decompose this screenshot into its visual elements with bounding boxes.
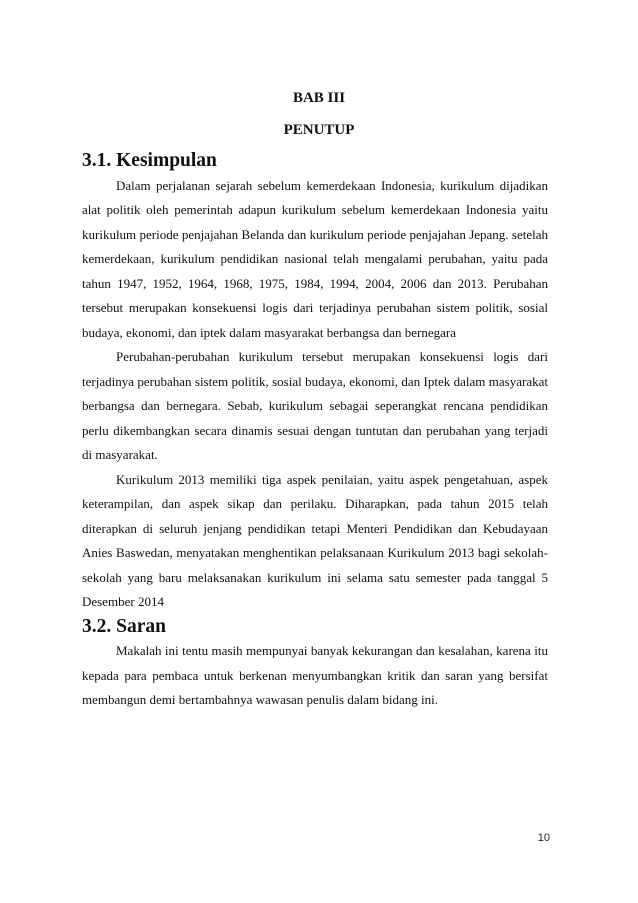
paragraph: Kurikulum 2013 memiliki tiga aspek penilaian, yaitu aspek pengetahuan, aspek keterampilan, dan aspek sikap dan perilaku. Diharapkan, pada tahun 2015 telah diterapkan di seluruh jenjang pendidikan tetapi Menteri Pendidikan dan Kebudayaan Anies Baswedan, menyatakan menghentikan pelaksanaan Kurikulum 2013 bagi sekolah-sekolah yang baru melaksanakan kurikulum ini selama satu semester pada tanggal 5 Desember 2014 — [82, 471, 548, 609]
paragraph: Dalam perjalanan sejarah sebelum kemerdekaan Indonesia, kurikulum dijadikan alat politik oleh pemerintah adapun kurikulum sebelum kemerdekaan Indonesia yaitu kurikulum periode penjajahan Belanda dan kurikulum periode penjajahan Jepang. setelah kemerdekaan, kurikulum pendidikan nasional telah mengalami perubahan, yaitu pada tahun 1947, 1952, 1964, 1968, 1975, 1984, 1994, 2004, 2006 dan 2013. Perubahan tersebut merupakan konsekuensi logis dari terjadinya perubahan sistem politik, sosial budaya, ekonomi, dan iptek dalam masyarakat berbangsa dan bernegara — [82, 177, 548, 340]
section-saran — [82, 615, 548, 713]
section-heading: 3.2. Saran — [82, 615, 166, 637]
paragraph: Makalah ini tentu masih mempunyai banyak kekurangan dan kesalahan, karena itu kepada para pembaca untuk berkenan menyumbangkan kritik dan saran yang bersifat membangun demi bertambahnya wawasan penulis dalam bidang ini. — [82, 643, 548, 707]
section-heading: 3.1. Kesimpulan — [82, 150, 217, 171]
section-kesimpulan — [82, 149, 548, 615]
page-number: 10 — [537, 832, 550, 844]
chapter-title: PENUTUP — [283, 122, 355, 138]
paragraph: Perubahan-perubahan kurikulum tersebut merupakan konsekuensi logis dari terjadinya perubahan sistem politik, sosial budaya, ekonomi, dan Iptek dalam masyarakat berbangsa dan bernegara. Sebab, kurikulum sebagai seperangkat rencana pendidikan perlu dikembangkan secara dinamis sesuai dengan tuntutan dan perubahan yang terjadi di masyarakat. — [82, 349, 548, 462]
chapter-number: BAB III — [292, 90, 346, 106]
document-body — [82, 149, 548, 713]
